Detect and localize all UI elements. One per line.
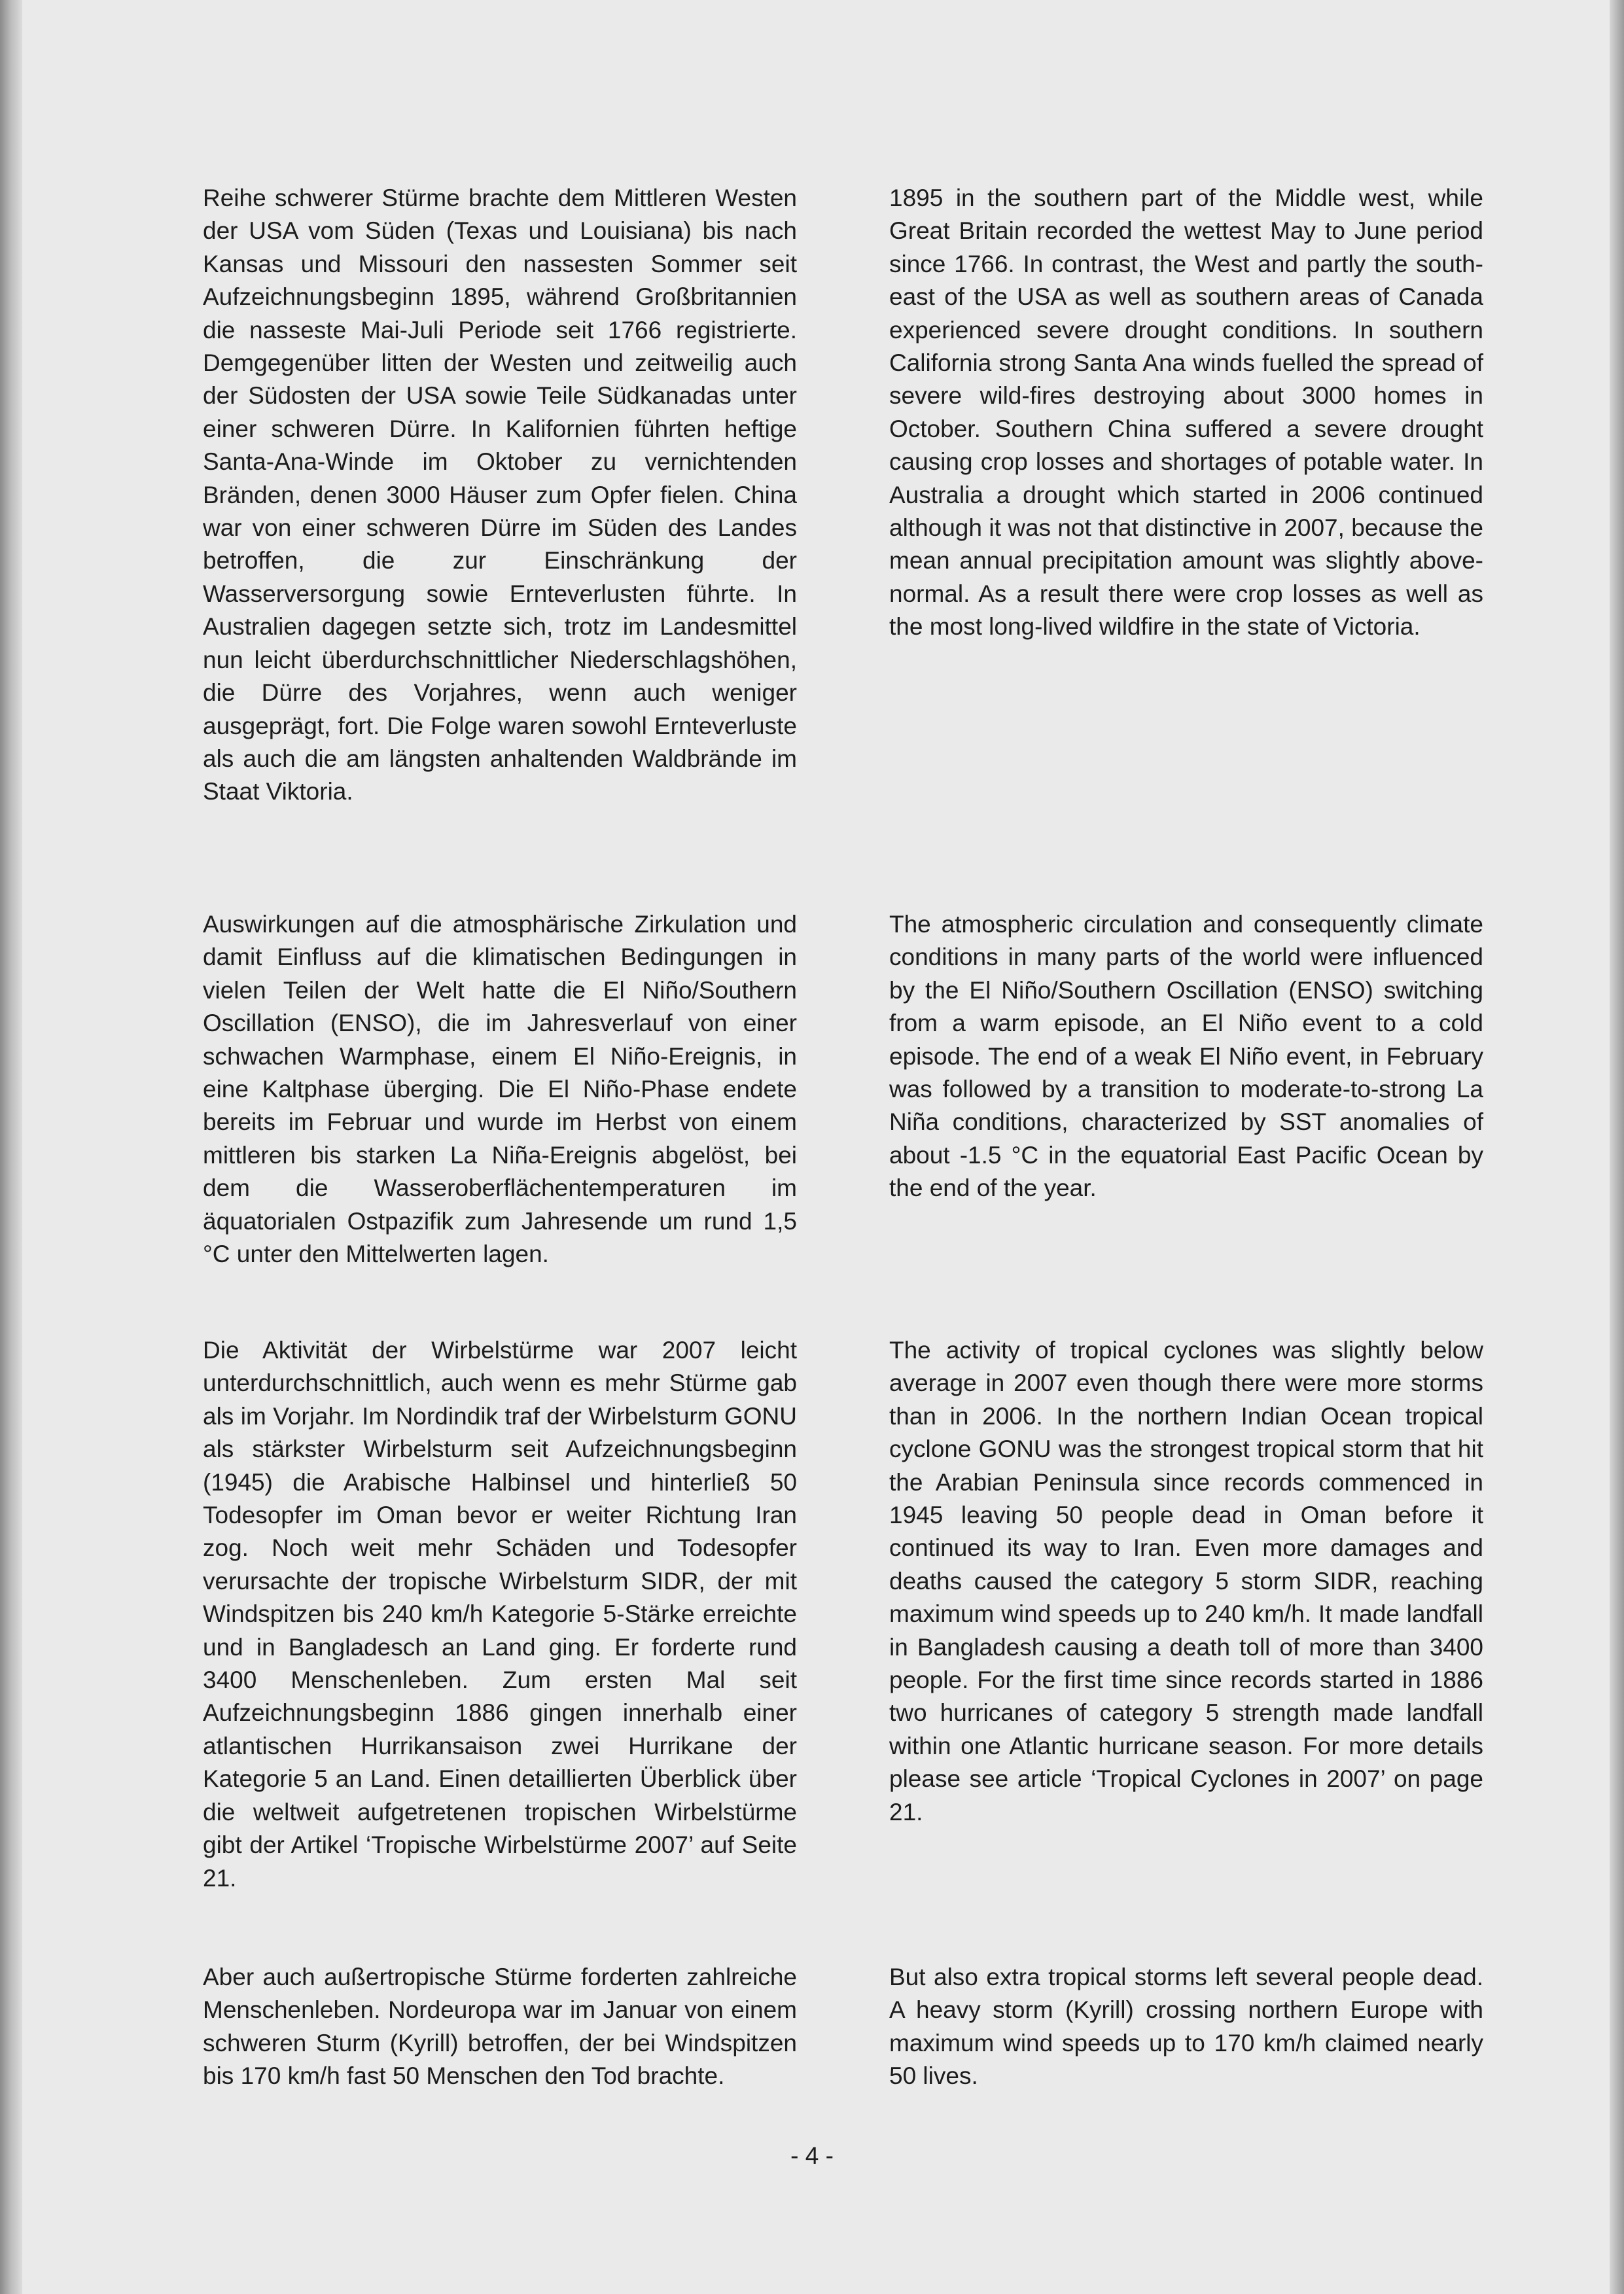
german-paragraph-weather-extremes: Reihe schwerer Stürme brachte dem Mittleren Westen der USA vom Süden (Texas und Louisiana) bis nach Kansas und Missouri den nassesten Sommer seit Aufzeichnungsbeginn 1895, während Großbritannien die nasseste Mai-Juli Periode seit 1766 registrierte. Demgegenüber litten der Westen und zeitweilig auch der Südosten der USA sowie Teile Südkanadas unter einer schweren Dürre. In Kalifornien führten heftige Santa-Ana-Winde im Oktober zu vernichtenden Bränden, denen 3000 Häuser zum Opfer fielen. China war von einer schweren Dürre im Süden des Landes betroffen, die zur Einschränkung der Wasserversorgung sowie Ernteverlusten führte. In Australien dagegen setzte sich, trotz im Landesmittel nun leicht überdurchschnittlicher Niederschlagshöhen, die Dürre des Vorjahres, wenn auch weniger ausgeprägt, fort. Die Folge waren sowohl Ernteverluste als auch die am längsten anhaltenden Waldbrände im Staat Viktoria.	[203, 185, 797, 805]
page-number: - 4 -	[790, 2142, 834, 2169]
german-paragraph-enso: Auswirkungen auf die atmosphärische Zirkulation und damit Einfluss auf die klimatischen Bedingungen in vielen Teilen der Welt hatte die El Niño/Southern Oscillation (ENSO), die im Jahresverlauf von einer schwachen Warmphase, einem El Niño-Ereignis, in eine Kaltphase überging. Die El Niño-Phase endete bereits im Februar und wurde im Herbst von einem mittleren bis starken La Niña-Ereignis abgelöst, bei dem die Wasseroberflächentemperaturen im äquatorialen Ostpazifik zum Jahresende um rund 1,5 °C unter den Mittelwerten lagen.	[203, 911, 797, 1268]
scan-right-edge	[1610, 0, 1624, 2294]
german-paragraph-extratropical-storms: Aber auch außertropische Stürme forderten zahlreiche Menschenleben. Nordeuropa war im Januar von einem schweren Sturm (Kyrill) betroffen, der bei Windspitzen bis 170 km/h fast 50 Menschen den Tod brachte.	[203, 1964, 797, 2090]
english-paragraph-tropical-cyclones: The activity of tropical cyclones was slightly below average in 2007 even though there were more storms than in 2006. In the northern Indian Ocean tropical cyclone GONU was the strongest tropical storm that hit the Arabian Peninsula since records commenced in 1945 leaving 50 people dead in Oman before it continued its way to Iran. Even more damages and deaths caused the category 5 storm SIDR, reaching maximum wind speeds up to 240 km/h. It made landfall in Bangladesh causing a death toll of more than 3400 people. For the first time since records started in 1886 two hurricanes of category 5 strength made landfall within one Atlantic hurricane season. For more details please see article ‘Tropical Cyclones in 2007’ on page 21.	[889, 1337, 1483, 1826]
german-paragraph-tropical-cyclones: Die Aktivität der Wirbelstürme war 2007 leicht unterdurchschnittlich, auch wenn es mehr Stürme gab als im Vorjahr. Im Nordindik traf der Wirbelsturm GONU als stärkster Wirbelsturm seit Aufzeichnungsbeginn (1945) die Arabische Halbinsel und hinterließ 50 Todesopfer im Oman bevor er weiter Richtung Iran zog. Noch weit mehr Schäden und Todesopfer verursachte der tropische Wirbelsturm SIDR, der mit Windspitzen bis 240 km/h Kategorie 5-Stärke erreichte und in Bangladesch an Land ging. Er forderte rund 3400 Menschenleben. Zum ersten Mal seit Aufzeichnungsbeginn 1886 gingen innerhalb einer atlantischen Hurrikansaison zwei Hurrikane der Kategorie 5 an Land. Einen detaillierten Überblick über die weltweit aufgetretenen tropischen Wirbelstürme gibt der Artikel ‘Tropische Wirbelstürme 2007’ auf Seite 21.	[203, 1337, 797, 1892]
english-paragraph-extratropical-storms: But also extra tropical storms left several people dead. A heavy storm (Kyrill) crossing northern Europe with maximum wind speeds up to 170 km/h claimed nearly 50 lives.	[889, 1964, 1483, 2090]
scan-left-edge	[0, 0, 22, 2294]
english-paragraph-weather-extremes: 1895 in the southern part of the Middle west, while Great Britain recorded the wettest May to June period since 1766. In contrast, the West and partly the south-east of the USA as well as southern areas of Canada experienced severe drought conditions. In southern California strong Santa Ana winds fuelled the spread of severe wild-fires destroying about 3000 homes in October. Southern China suffered a severe drought causing crop losses and shortages of potable water. In Australia a drought which started in 2006 continued although it was not that distinctive in 2007, because the mean annual precipitation amount was slightly above-normal. As a result there were crop losses as well as the most long-lived wildfire in the state of Victoria.	[889, 185, 1483, 641]
english-paragraph-enso: The atmospheric circulation and consequently climate conditions in many parts of the world were influenced by the El Niño/Southern Oscillation (ENSO) switching from a warm episode, an El Niño event to a cold episode. The end of a weak El Niño event, in February was followed by a transition to moderate-to-strong La Niña conditions, characterized by SST anomalies of about -1.5 °C in the equatorial East Pacific Ocean by the end of the year.	[889, 911, 1483, 1202]
